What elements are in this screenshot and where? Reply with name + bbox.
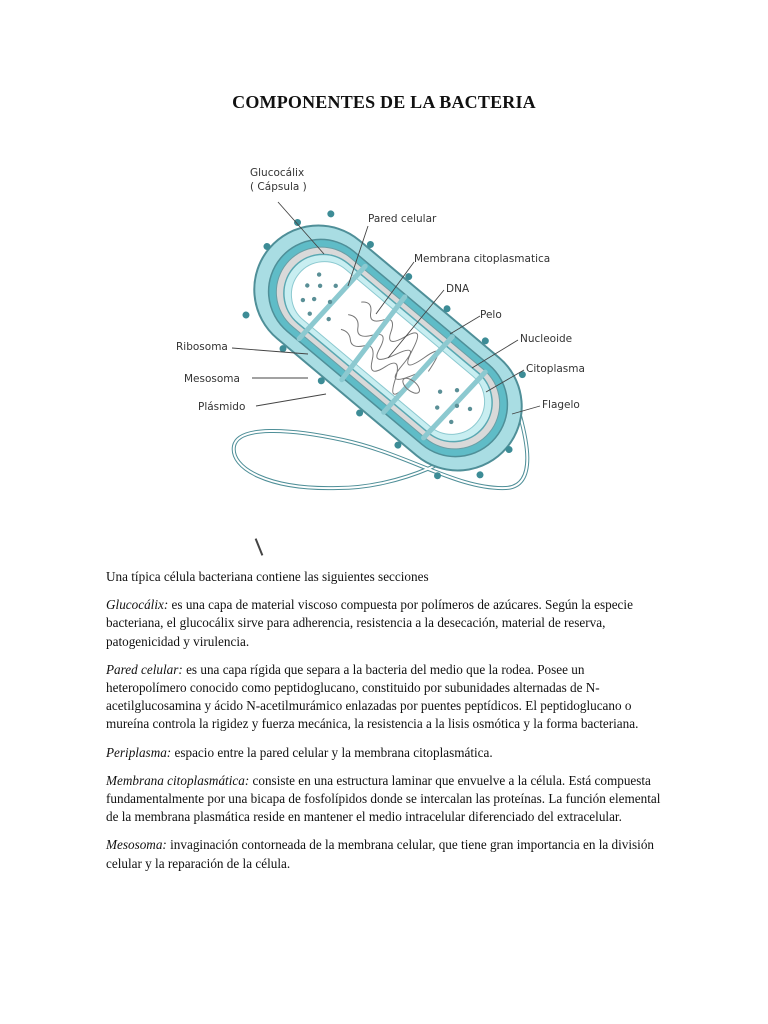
label-membrana: Membrana citoplasmatica — [414, 253, 551, 265]
term-label: Periplasma: — [106, 744, 172, 760]
label-ribosoma: Ribosoma — [176, 341, 228, 353]
section-pared-celular — [106, 661, 666, 734]
label-flagelo: Flagelo — [542, 399, 580, 411]
label-dna: DNA — [446, 283, 470, 295]
definition-text: es una capa rígida que separa a la bacteria del medio que la rodea. Posee un heteropolímero conocido como peptidoglucano, constituido por subunidades alternadas de N-acetilglucosamina y ácido N-acetilmurámico enlazadas por puentes peptídicos. El peptidoglucano o mureína controla la rigidez y fuerza mecánica, la resistencia a la lisis osmótica y la forma bacteriana. — [106, 661, 639, 732]
term-label: Membrana citoplasmática: — [106, 772, 250, 788]
intro-paragraph: Una típica célula bacteriana contiene las siguientes secciones — [106, 569, 429, 584]
term-label: Pared celular: — [106, 661, 183, 677]
label-pelo: Pelo — [480, 309, 502, 321]
term-label: Glucocálix: — [106, 597, 169, 613]
term-label: Mesosoma: — [106, 837, 167, 853]
section-glucocalix — [106, 596, 666, 651]
label-plasmido: Plásmido — [198, 401, 246, 413]
definition-text: espacio entre la pared celular y la membrana citoplasmática. — [171, 744, 493, 760]
bacteria-diagram — [168, 158, 608, 550]
section-mesosoma — [106, 836, 666, 872]
label-mesosoma: Mesosoma — [184, 373, 240, 385]
definition-text: es una capa de material viscoso compuesta por polímeros de azúcares. Según la especie bacteriana, el glucocálix sirve para adherencia, resistencia a la desecación, material de reserva, patogenicidad y virulencia. — [106, 597, 633, 649]
document-body — [106, 568, 666, 883]
label-nucleoide: Nucleoide — [520, 333, 573, 345]
definition-text: invaginación contorneada de la membrana celular, que tiene gran importancia en la división celular y la reparación de la célula. — [106, 837, 655, 871]
section-periplasma — [106, 744, 666, 762]
label-glucocalix: Glucocálix — [250, 167, 305, 179]
section-membrana — [106, 772, 666, 827]
bacteria-illustration — [168, 158, 608, 550]
label-citoplasma: Citoplasma — [526, 363, 585, 375]
definition-text: consiste en una estructura laminar que envuelve a la célula. Está compuesta fundamentalmente por una bicapa de fosfolípidos donde se intercalan las proteínas. La función elemental de la membrana plasmática reside en mantener el medio intracelular diferenciado del extracelular. — [106, 772, 661, 825]
page-title: COMPONENTES DE LA BACTERIA — [232, 92, 536, 112]
label-pared-celular: Pared celular — [368, 213, 437, 225]
label-capsula: ( Cápsula ) — [250, 181, 307, 193]
